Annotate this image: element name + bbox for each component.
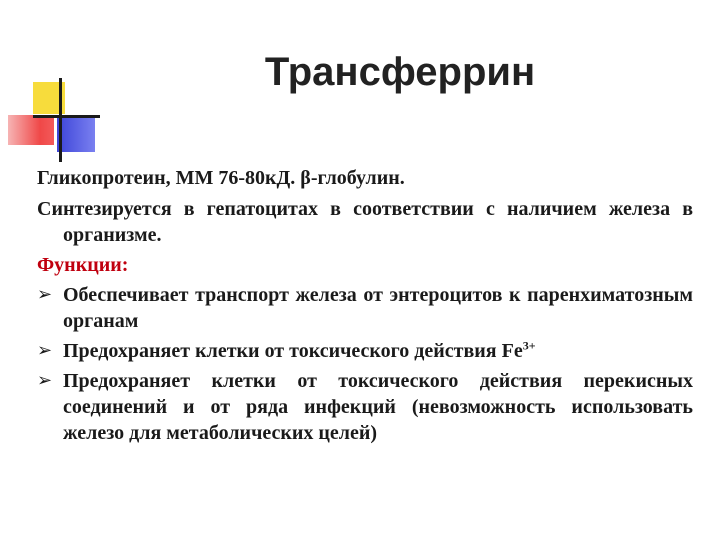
slide-body (37, 165, 693, 450)
logo-red-square (8, 115, 54, 145)
functions-label: Функции: (37, 254, 129, 276)
arrow-bullet-icon: ➢ (37, 284, 53, 305)
body-line-glycoprotein: Гликопротеин, ММ 76-80кД. β-глобулин. (37, 167, 405, 189)
list-item (37, 338, 693, 364)
bullet-text: Обеспечивает транспорт железа от энтероцитов к паренхиматозным органам (63, 284, 693, 332)
bullet-text: Предохраняет клетки от токсического действия Fe (63, 340, 523, 362)
logo-horizontal-line (33, 115, 100, 118)
logo-blue-square (57, 118, 95, 152)
body-line-synthesis: Синтезируется в гепатоцитах в соответствии с наличием железа в организме. (37, 198, 693, 246)
bullet-text: Предохраняет клетки от токсического действия перекисных соединений и от ряда инфекций (невозможность использовать железо для метаболических целей) (63, 370, 693, 444)
list-item (37, 282, 693, 334)
corner-logo (0, 0, 110, 165)
arrow-bullet-icon: ➢ (37, 370, 53, 391)
list-item (37, 368, 693, 446)
bullet-superscript: 3+ (522, 338, 536, 353)
arrow-bullet-icon: ➢ (37, 340, 53, 361)
logo-vertical-line (59, 78, 62, 162)
slide-title: Трансферрин (264, 50, 536, 94)
